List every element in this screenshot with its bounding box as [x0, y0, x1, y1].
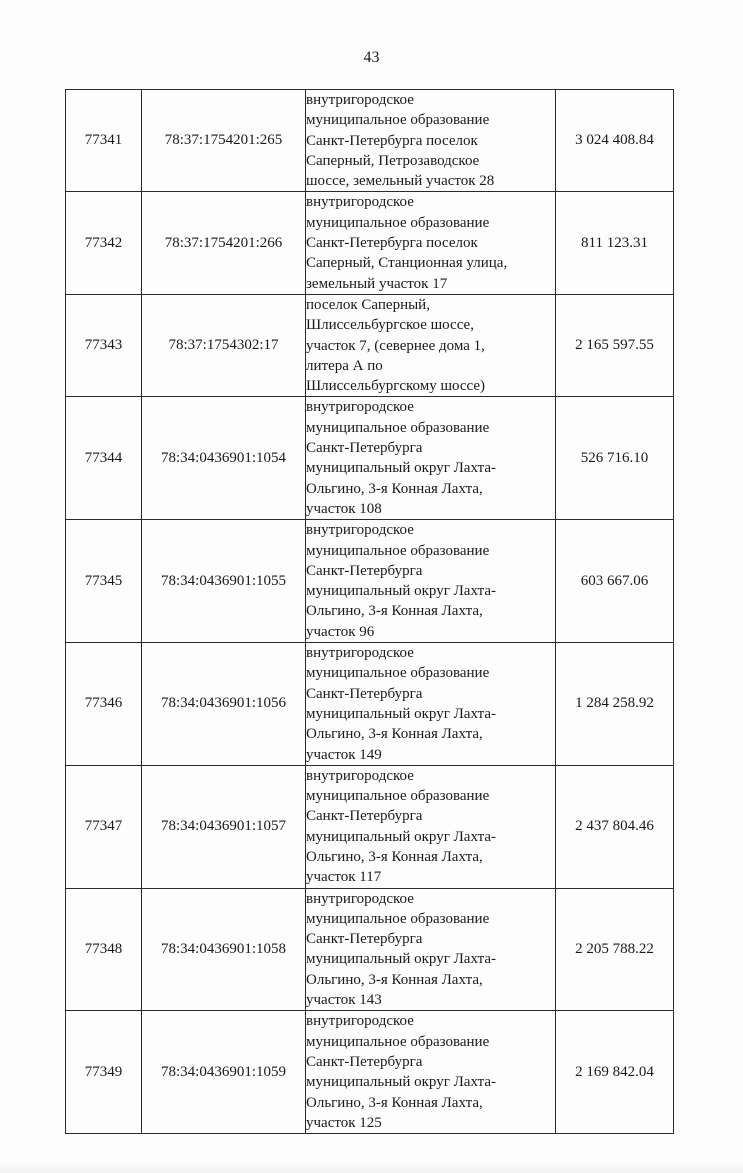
page-number: 43 — [363, 49, 380, 66]
table-row — [66, 765, 674, 888]
cadastral-number-cell: 78:34:0436901:1058 — [142, 888, 306, 1011]
record-number-cell: 77349 — [66, 1011, 142, 1134]
address-cell — [306, 888, 556, 1011]
address-line: Санкт-Петербурга — [306, 562, 423, 579]
address-line: муниципальное образование — [306, 665, 490, 682]
address-line: внутригородское — [306, 92, 414, 108]
cadastral-number-cell: 78:34:0436901:1059 — [142, 1011, 306, 1134]
registry-table — [65, 89, 674, 1134]
address-line: Шлиссельбургское шоссе, — [306, 317, 474, 334]
address-line: участок 117 — [306, 869, 382, 886]
address-line: внутригородское — [306, 194, 414, 211]
address-line: участок 108 — [306, 500, 382, 517]
address-line: Ольгино, 3-я Конная Лахта, — [306, 1094, 483, 1111]
address-line: муниципальное образование — [306, 788, 490, 805]
address-cell — [306, 520, 556, 643]
cadastral-number-cell: 78:34:0436901:1055 — [142, 520, 306, 643]
address-line: Ольгино, 3-я Конная Лахта, — [306, 480, 483, 497]
record-number-cell: 77343 — [66, 294, 142, 396]
address-cell — [306, 90, 556, 192]
address-line: муниципальное образование — [306, 419, 490, 436]
table-row — [66, 643, 674, 766]
address-line: земельный участок 17 — [306, 275, 448, 292]
cadastral-value-cell: 2 165 597.55 — [556, 294, 674, 396]
record-number-cell: 77346 — [66, 643, 142, 766]
record-number-cell: 77342 — [66, 192, 142, 294]
address-line: внутригородское — [306, 890, 414, 907]
address-cell — [306, 643, 556, 766]
address-line: Саперный, Станционная улица, — [306, 255, 508, 272]
address-line: Ольгино, 3-я Конная Лахта, — [306, 848, 483, 865]
record-number-cell: 77347 — [66, 765, 142, 888]
address-line: муниципальный округ Лахта- — [306, 705, 496, 722]
cadastral-value-cell: 1 284 258.92 — [556, 643, 674, 766]
address-line: муниципальный округ Лахта- — [306, 583, 496, 600]
table-row — [66, 1011, 674, 1134]
address-cell — [306, 765, 556, 888]
address-line: муниципальное образование — [306, 1033, 490, 1050]
address-line: участок 149 — [306, 746, 382, 763]
cadastral-value-cell: 526 716.10 — [556, 397, 674, 520]
address-line: поселок Саперный, — [306, 296, 430, 313]
table-row — [66, 520, 674, 643]
cadastral-number-cell: 78:37:1754201:265 — [142, 90, 306, 192]
cadastral-value-cell: 603 667.06 — [556, 520, 674, 643]
address-line: муниципальное образование — [306, 214, 490, 231]
address-line: муниципальный округ Лахта- — [306, 828, 496, 845]
table-row — [66, 192, 674, 294]
address-cell — [306, 397, 556, 520]
table-row — [66, 90, 674, 192]
cadastral-number-cell: 78:34:0436901:1054 — [142, 397, 306, 520]
cadastral-number-cell: 78:37:1754201:266 — [142, 192, 306, 294]
address-line: Шлиссельбургскому шоссе) — [306, 378, 486, 395]
record-number-cell: 77345 — [66, 520, 142, 643]
address-line: муниципальное образование — [306, 112, 490, 129]
address-cell — [306, 1011, 556, 1134]
address-line: муниципальный округ Лахта- — [306, 460, 496, 477]
cadastral-value-cell: 2 205 788.22 — [556, 888, 674, 1011]
table-row — [66, 888, 674, 1011]
cadastral-value-cell: 3 024 408.84 — [556, 90, 674, 192]
cadastral-value-cell: 2 437 804.46 — [556, 765, 674, 888]
address-line: Санкт-Петербурга — [306, 440, 423, 457]
address-cell — [306, 192, 556, 294]
table-row — [66, 294, 674, 396]
record-number-cell: 77348 — [66, 888, 142, 1011]
address-line: Ольгино, 3-я Конная Лахта, — [306, 726, 483, 743]
registry-table-body — [66, 90, 674, 1134]
address-line: Санкт-Петербурга — [306, 1053, 423, 1070]
address-cell — [306, 294, 556, 396]
address-line: участок 7, (севернее дома 1, — [306, 337, 485, 354]
address-line: литера А по — [306, 357, 383, 374]
address-line: муниципальное образование — [306, 542, 490, 559]
address-line: Санкт-Петербурга поселок — [306, 132, 478, 149]
address-line: Санкт-Петербурга — [306, 685, 423, 702]
cadastral-number-cell: 78:34:0436901:1056 — [142, 643, 306, 766]
cadastral-number-cell: 78:34:0436901:1057 — [142, 765, 306, 888]
address-line: муниципальный округ Лахта- — [306, 1074, 496, 1091]
cadastral-number-cell: 78:37:1754302:17 — [142, 294, 306, 396]
address-line: Санкт-Петербурга — [306, 808, 423, 825]
address-line: участок 143 — [306, 992, 382, 1009]
address-line: муниципальное образование — [306, 910, 490, 927]
record-number-cell: 77341 — [66, 90, 142, 192]
address-line: внутригородское — [306, 1013, 414, 1030]
address-line: шоссе, земельный участок 28 — [306, 173, 495, 190]
scan-edge — [0, 1160, 743, 1173]
address-line: внутригородское — [306, 399, 414, 416]
address-line: муниципальный округ Лахта- — [306, 951, 496, 968]
address-line: внутригородское — [306, 645, 414, 662]
address-line: Саперный, Петрозаводское — [306, 152, 480, 169]
address-line: Санкт-Петербурга — [306, 931, 423, 948]
address-line: внутригородское — [306, 522, 414, 539]
table-row — [66, 397, 674, 520]
address-line: внутригородское — [306, 767, 414, 784]
address-line: Санкт-Петербурга поселок — [306, 235, 478, 252]
address-line: Ольгино, 3-я Конная Лахта, — [306, 603, 483, 620]
address-line: участок 96 — [306, 623, 375, 640]
record-number-cell: 77344 — [66, 397, 142, 520]
address-line: Ольгино, 3-я Конная Лахта, — [306, 971, 483, 988]
cadastral-value-cell: 811 123.31 — [556, 192, 674, 294]
cadastral-value-cell: 2 169 842.04 — [556, 1011, 674, 1134]
address-line: участок 125 — [306, 1114, 382, 1131]
